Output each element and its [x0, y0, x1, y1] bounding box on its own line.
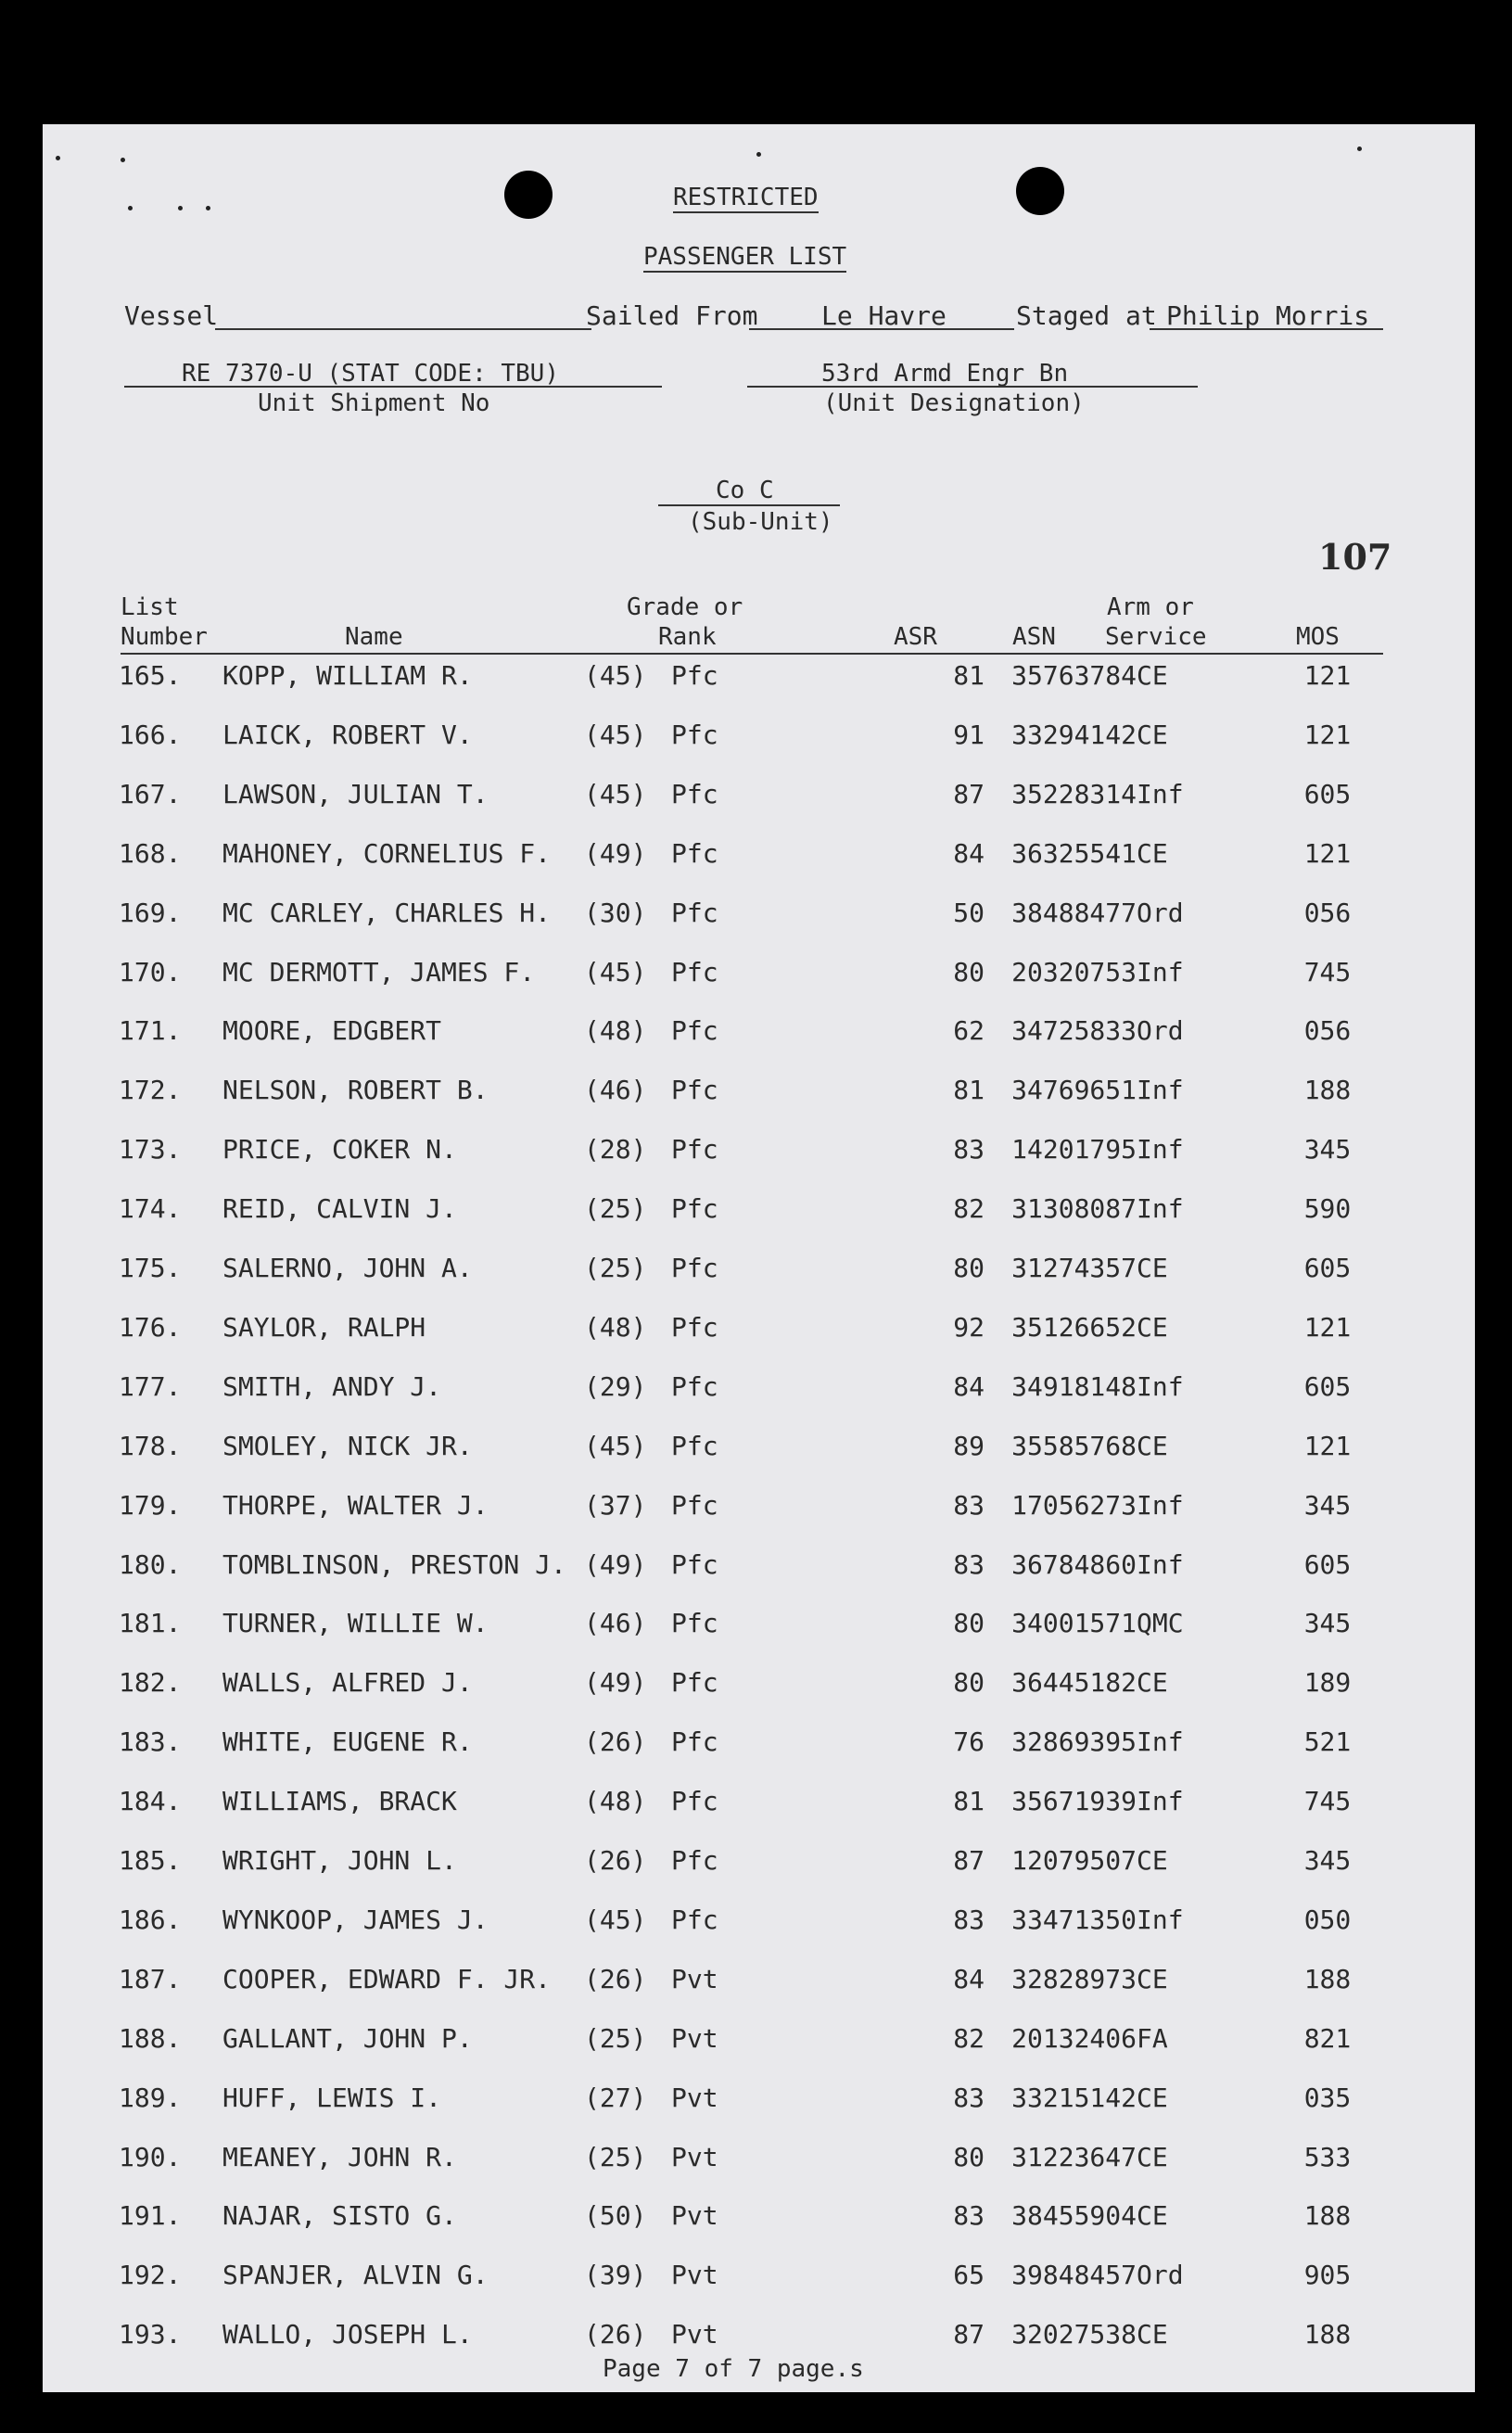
col-rank: Rank: [658, 623, 717, 651]
row-asr: 65: [953, 2260, 985, 2290]
table-row: [43, 1845, 1475, 1882]
row-asn: 31308087: [1011, 1193, 1137, 1224]
table-row: [43, 957, 1475, 994]
row-asr: 87: [953, 779, 985, 809]
col-name: Name: [345, 623, 403, 651]
table-row: [43, 2083, 1475, 2120]
row-number: 178.: [119, 1431, 182, 1461]
row-asn: 34001571: [1011, 1608, 1137, 1638]
row-arm: Inf: [1137, 1786, 1184, 1816]
row-asn: 36325541: [1011, 838, 1137, 869]
row-name: THORPE, WALTER J.: [222, 1490, 489, 1521]
row-grade: Pfc: [671, 720, 718, 750]
col-grade-or: Grade or: [627, 593, 743, 621]
row-grade: Pfc: [671, 1904, 718, 1935]
row-asn: 35763784: [1011, 660, 1137, 691]
row-asn: 12079507: [1011, 1845, 1137, 1876]
row-mos: 345: [1303, 1845, 1352, 1876]
row-number: 192.: [119, 2260, 182, 2290]
row-grade: Pfc: [671, 1253, 718, 1283]
row-name: NAJAR, SISTO G.: [222, 2200, 457, 2231]
row-age: (25): [584, 1193, 647, 1224]
row-asr: 81: [953, 1786, 985, 1816]
row-grade: Pfc: [671, 1608, 718, 1638]
row-arm: Inf: [1137, 1904, 1184, 1935]
table-row: [43, 898, 1475, 935]
row-number: 168.: [119, 838, 182, 869]
row-age: (48): [584, 1312, 647, 1343]
sub-unit-label: (Sub-Unit): [688, 508, 833, 536]
table-row: [43, 1726, 1475, 1764]
row-name: MC CARLEY, CHARLES H.: [222, 898, 552, 928]
table-row: [43, 1964, 1475, 2001]
row-grade: Pfc: [671, 1845, 718, 1876]
row-number: 167.: [119, 779, 182, 809]
row-age: (48): [584, 1786, 647, 1816]
col-service: Service: [1105, 623, 1207, 651]
table-row: [43, 2142, 1475, 2179]
row-grade: Pfc: [671, 779, 718, 809]
sailed-from-label: Sailed From: [586, 300, 758, 331]
row-arm: CE: [1137, 1667, 1168, 1698]
row-mos: 121: [1303, 660, 1352, 691]
row-grade: Pfc: [671, 1431, 718, 1461]
row-mos: 821: [1303, 2023, 1352, 2054]
row-mos: 050: [1303, 1904, 1352, 1935]
row-age: (29): [584, 1371, 647, 1402]
row-number: 179.: [119, 1490, 182, 1521]
sailed-from-value: Le Havre: [821, 300, 947, 331]
col-arm-or: Arm or: [1107, 593, 1194, 621]
row-asn: 38455904: [1011, 2200, 1137, 2231]
row-name: MEANEY, JOHN R.: [222, 2142, 457, 2172]
table-row: [43, 1312, 1475, 1349]
row-grade: Pvt: [671, 2319, 718, 2350]
row-grade: Pfc: [671, 1371, 718, 1402]
row-arm: CE: [1137, 1845, 1168, 1876]
row-age: (26): [584, 1845, 647, 1876]
row-arm: CE: [1137, 838, 1168, 869]
row-mos: 121: [1303, 1312, 1352, 1343]
row-number: 174.: [119, 1193, 182, 1224]
row-mos: 056: [1303, 898, 1352, 928]
row-number: 181.: [119, 1608, 182, 1638]
row-grade: Pvt: [671, 2023, 718, 2054]
row-arm: CE: [1137, 1253, 1168, 1283]
row-arm: Ord: [1137, 898, 1184, 928]
col-asr: ASR: [894, 623, 937, 651]
row-asr: 83: [953, 1904, 985, 1935]
row-name: LAICK, ROBERT V.: [222, 720, 473, 750]
row-age: (48): [584, 1015, 647, 1046]
row-asn: 33215142: [1011, 2083, 1137, 2113]
sub-unit-value: Co C: [716, 477, 774, 504]
row-name: WILLIAMS, BRACK: [222, 1786, 457, 1816]
row-name: PRICE, COKER N.: [222, 1134, 457, 1165]
table-row: [43, 1015, 1475, 1052]
row-arm: CE: [1137, 2200, 1168, 2231]
row-grade: Pfc: [671, 838, 718, 869]
table-row: [43, 1786, 1475, 1823]
row-age: (45): [584, 1904, 647, 1935]
list-title: PASSENGER LIST: [643, 243, 847, 271]
row-age: (25): [584, 2142, 647, 2172]
row-grade: Pfc: [671, 1667, 718, 1698]
row-arm: Inf: [1137, 957, 1184, 987]
row-name: MOORE, EDGBERT: [222, 1015, 442, 1046]
row-number: 172.: [119, 1075, 182, 1105]
row-grade: Pfc: [671, 1490, 718, 1521]
row-asn: 14201795: [1011, 1134, 1137, 1165]
row-asn: 34769651: [1011, 1075, 1137, 1105]
row-age: (45): [584, 720, 647, 750]
row-grade: Pfc: [671, 660, 718, 691]
row-grade: Pvt: [671, 2200, 718, 2231]
row-name: SMOLEY, NICK JR.: [222, 1431, 473, 1461]
page-stamp: 107: [1318, 536, 1392, 578]
row-mos: 745: [1303, 957, 1352, 987]
row-asn: 32027538: [1011, 2319, 1137, 2350]
col-asn: ASN: [1012, 623, 1056, 651]
row-number: 180.: [119, 1549, 182, 1580]
row-age: (26): [584, 1726, 647, 1757]
row-name: SPANJER, ALVIN G.: [222, 2260, 489, 2290]
table-row: [43, 1667, 1475, 1704]
row-asn: 39848457: [1011, 2260, 1137, 2290]
row-age: (45): [584, 660, 647, 691]
row-age: (49): [584, 838, 647, 869]
row-grade: Pfc: [671, 957, 718, 987]
row-asr: 89: [953, 1431, 985, 1461]
row-mos: 188: [1303, 2319, 1352, 2350]
row-name: SAYLOR, RALPH: [222, 1312, 426, 1343]
row-asr: 80: [953, 1667, 985, 1698]
row-asr: 62: [953, 1015, 985, 1046]
table-row: [43, 2260, 1475, 2297]
row-number: 191.: [119, 2200, 182, 2231]
row-mos: 056: [1303, 1015, 1352, 1046]
row-asr: 92: [953, 1312, 985, 1343]
row-arm: CE: [1137, 720, 1168, 750]
row-asr: 83: [953, 2083, 985, 2113]
row-asr: 81: [953, 660, 985, 691]
row-asn: 31223647: [1011, 2142, 1137, 2172]
row-asr: 80: [953, 1253, 985, 1283]
row-mos: 605: [1303, 1253, 1352, 1283]
row-age: (26): [584, 1964, 647, 1994]
table-row: [43, 1371, 1475, 1408]
row-number: 173.: [119, 1134, 182, 1165]
row-number: 187.: [119, 1964, 182, 1994]
row-asn: 35126652: [1011, 1312, 1137, 1343]
row-mos: 121: [1303, 720, 1352, 750]
col-number: Number: [121, 623, 208, 651]
row-asn: 34918148: [1011, 1371, 1137, 1402]
unit-shipment-label: Unit Shipment No: [258, 389, 490, 417]
row-asr: 82: [953, 2023, 985, 2054]
row-name: NELSON, ROBERT B.: [222, 1075, 489, 1105]
staged-at-value: Philip Morris: [1166, 300, 1370, 331]
table-row: [43, 1431, 1475, 1468]
table-row: [43, 1075, 1475, 1112]
row-arm: Inf: [1137, 1490, 1184, 1521]
row-asr: 80: [953, 2142, 985, 2172]
row-number: 190.: [119, 2142, 182, 2172]
row-grade: Pfc: [671, 1075, 718, 1105]
row-asn: 34725833: [1011, 1015, 1137, 1046]
row-grade: Pfc: [671, 898, 718, 928]
row-asr: 80: [953, 1608, 985, 1638]
row-asn: 35585768: [1011, 1431, 1137, 1461]
row-arm: Ord: [1137, 2260, 1184, 2290]
row-name: SMITH, ANDY J.: [222, 1371, 442, 1402]
row-mos: 605: [1303, 779, 1352, 809]
row-arm: CE: [1137, 1964, 1168, 1994]
row-arm: Inf: [1137, 1134, 1184, 1165]
row-asn: 36784860: [1011, 1549, 1137, 1580]
row-mos: 521: [1303, 1726, 1352, 1757]
row-name: REID, CALVIN J.: [222, 1193, 457, 1224]
row-grade: Pfc: [671, 1193, 718, 1224]
row-arm: Ord: [1137, 1015, 1184, 1046]
row-mos: 605: [1303, 1549, 1352, 1580]
row-age: (39): [584, 2260, 647, 2290]
row-asn: 17056273: [1011, 1490, 1137, 1521]
row-name: WALLS, ALFRED J.: [222, 1667, 473, 1698]
row-grade: Pfc: [671, 1549, 718, 1580]
table-row: [43, 660, 1475, 697]
row-name: TURNER, WILLIE W.: [222, 1608, 489, 1638]
staged-at-label: Staged at: [1016, 300, 1157, 331]
row-name: WYNKOOP, JAMES J.: [222, 1904, 489, 1935]
table-row: [43, 2023, 1475, 2060]
passenger-table: [43, 124, 1475, 2392]
row-asn: 36445182: [1011, 1667, 1137, 1698]
row-mos: 035: [1303, 2083, 1352, 2113]
row-mos: 189: [1303, 1667, 1352, 1698]
row-grade: Pfc: [671, 1786, 718, 1816]
table-row: [43, 2200, 1475, 2237]
row-number: 170.: [119, 957, 182, 987]
row-arm: QMC: [1137, 1608, 1184, 1638]
row-asr: 80: [953, 957, 985, 987]
row-age: (25): [584, 2023, 647, 2054]
row-age: (25): [584, 1253, 647, 1283]
row-name: GALLANT, JOHN P.: [222, 2023, 473, 2054]
row-number: 186.: [119, 1904, 182, 1935]
table-row: [43, 1134, 1475, 1171]
unit-designation-value: 53rd Armd Engr Bn: [821, 360, 1069, 388]
row-arm: Inf: [1137, 1371, 1184, 1402]
row-age: (49): [584, 1667, 647, 1698]
row-asn: 38488477: [1011, 898, 1137, 928]
row-name: TOMBLINSON, PRESTON J.: [222, 1549, 566, 1580]
row-grade: Pfc: [671, 1312, 718, 1343]
table-row: [43, 1904, 1475, 1942]
row-asr: 87: [953, 1845, 985, 1876]
row-mos: 188: [1303, 1075, 1352, 1105]
row-asn: 20132406: [1011, 2023, 1137, 2054]
row-grade: Pvt: [671, 1964, 718, 1994]
row-asr: 83: [953, 1549, 985, 1580]
row-asr: 84: [953, 1964, 985, 1994]
row-arm: CE: [1137, 1312, 1168, 1343]
row-arm: Inf: [1137, 1075, 1184, 1105]
row-number: 175.: [119, 1253, 182, 1283]
row-age: (26): [584, 2319, 647, 2350]
unit-shipment-value: RE 7370-U (STAT CODE: TBU): [182, 360, 559, 388]
row-asn: 33471350: [1011, 1904, 1137, 1935]
row-asr: 76: [953, 1726, 985, 1757]
row-asr: 91: [953, 720, 985, 750]
table-row: [43, 779, 1475, 816]
row-arm: Inf: [1137, 1726, 1184, 1757]
row-number: 185.: [119, 1845, 182, 1876]
row-name: WHITE, EUGENE R.: [222, 1726, 473, 1757]
row-name: MAHONEY, CORNELIUS F.: [222, 838, 552, 869]
row-arm: Inf: [1137, 1193, 1184, 1224]
row-asr: 50: [953, 898, 985, 928]
row-asr: 84: [953, 1371, 985, 1402]
row-grade: Pfc: [671, 1134, 718, 1165]
restricted-label: RESTRICTED: [673, 184, 819, 211]
row-number: 166.: [119, 720, 182, 750]
row-mos: 905: [1303, 2260, 1352, 2290]
table-row: [43, 838, 1475, 875]
table-row: [43, 1608, 1475, 1645]
row-grade: Pvt: [671, 2083, 718, 2113]
row-number: 169.: [119, 898, 182, 928]
row-grade: Pvt: [671, 2260, 718, 2290]
row-name: WALLO, JOSEPH L.: [222, 2319, 473, 2350]
row-arm: FA: [1137, 2023, 1168, 2054]
row-mos: 533: [1303, 2142, 1352, 2172]
row-name: HUFF, LEWIS I.: [222, 2083, 442, 2113]
row-age: (37): [584, 1490, 647, 1521]
row-grade: Pvt: [671, 2142, 718, 2172]
row-name: KOPP, WILLIAM R.: [222, 660, 473, 691]
row-number: 176.: [119, 1312, 182, 1343]
document-page: [43, 124, 1475, 2392]
vessel-label: Vessel: [124, 300, 219, 331]
row-age: (28): [584, 1134, 647, 1165]
row-arm: CE: [1137, 2319, 1168, 2350]
row-arm: CE: [1137, 2142, 1168, 2172]
row-name: LAWSON, JULIAN T.: [222, 779, 489, 809]
table-row: [43, 1549, 1475, 1586]
row-number: 189.: [119, 2083, 182, 2113]
table-row: [43, 720, 1475, 757]
row-name: MC DERMOTT, JAMES F.: [222, 957, 536, 987]
table-row: [43, 1490, 1475, 1527]
row-asn: 20320753: [1011, 957, 1137, 987]
row-mos: 345: [1303, 1134, 1352, 1165]
row-grade: Pfc: [671, 1726, 718, 1757]
row-name: COOPER, EDWARD F. JR.: [222, 1964, 552, 1994]
row-age: (49): [584, 1549, 647, 1580]
row-name: SALERNO, JOHN A.: [222, 1253, 473, 1283]
row-arm: Inf: [1137, 779, 1184, 809]
row-asr: 83: [953, 1134, 985, 1165]
table-row: [43, 1193, 1475, 1230]
row-mos: 188: [1303, 1964, 1352, 1994]
row-mos: 345: [1303, 1490, 1352, 1521]
row-number: 184.: [119, 1786, 182, 1816]
row-asr: 81: [953, 1075, 985, 1105]
row-age: (45): [584, 1431, 647, 1461]
row-asr: 84: [953, 838, 985, 869]
row-mos: 745: [1303, 1786, 1352, 1816]
row-age: (27): [584, 2083, 647, 2113]
row-age: (45): [584, 957, 647, 987]
page-footer: Page 7 of 7 page.s: [603, 2355, 864, 2383]
row-number: 188.: [119, 2023, 182, 2054]
row-age: (30): [584, 898, 647, 928]
row-number: 171.: [119, 1015, 182, 1046]
row-number: 182.: [119, 1667, 182, 1698]
row-asn: 31274357: [1011, 1253, 1137, 1283]
row-number: 177.: [119, 1371, 182, 1402]
row-age: (46): [584, 1075, 647, 1105]
row-name: WRIGHT, JOHN L.: [222, 1845, 457, 1876]
row-mos: 345: [1303, 1608, 1352, 1638]
row-age: (45): [584, 779, 647, 809]
row-asr: 83: [953, 2200, 985, 2231]
col-list: List: [121, 593, 179, 621]
unit-designation-label: (Unit Designation): [823, 389, 1085, 417]
row-mos: 590: [1303, 1193, 1352, 1224]
row-mos: 188: [1303, 2200, 1352, 2231]
row-asn: 33294142: [1011, 720, 1137, 750]
row-asr: 87: [953, 2319, 985, 2350]
row-age: (50): [584, 2200, 647, 2231]
table-row: [43, 2319, 1475, 2356]
row-asn: 32869395: [1011, 1726, 1137, 1757]
row-asn: 35671939: [1011, 1786, 1137, 1816]
row-number: 183.: [119, 1726, 182, 1757]
row-asr: 82: [953, 1193, 985, 1224]
row-arm: CE: [1137, 2083, 1168, 2113]
row-age: (46): [584, 1608, 647, 1638]
row-asn: 32828973: [1011, 1964, 1137, 1994]
row-number: 165.: [119, 660, 182, 691]
table-row: [43, 1253, 1475, 1290]
row-mos: 121: [1303, 1431, 1352, 1461]
row-asr: 83: [953, 1490, 985, 1521]
row-mos: 605: [1303, 1371, 1352, 1402]
col-mos: MOS: [1296, 623, 1340, 651]
row-asn: 35228314: [1011, 779, 1137, 809]
row-mos: 121: [1303, 838, 1352, 869]
row-arm: CE: [1137, 660, 1168, 691]
row-arm: Inf: [1137, 1549, 1184, 1580]
row-arm: CE: [1137, 1431, 1168, 1461]
row-number: 193.: [119, 2319, 182, 2350]
row-grade: Pfc: [671, 1015, 718, 1046]
